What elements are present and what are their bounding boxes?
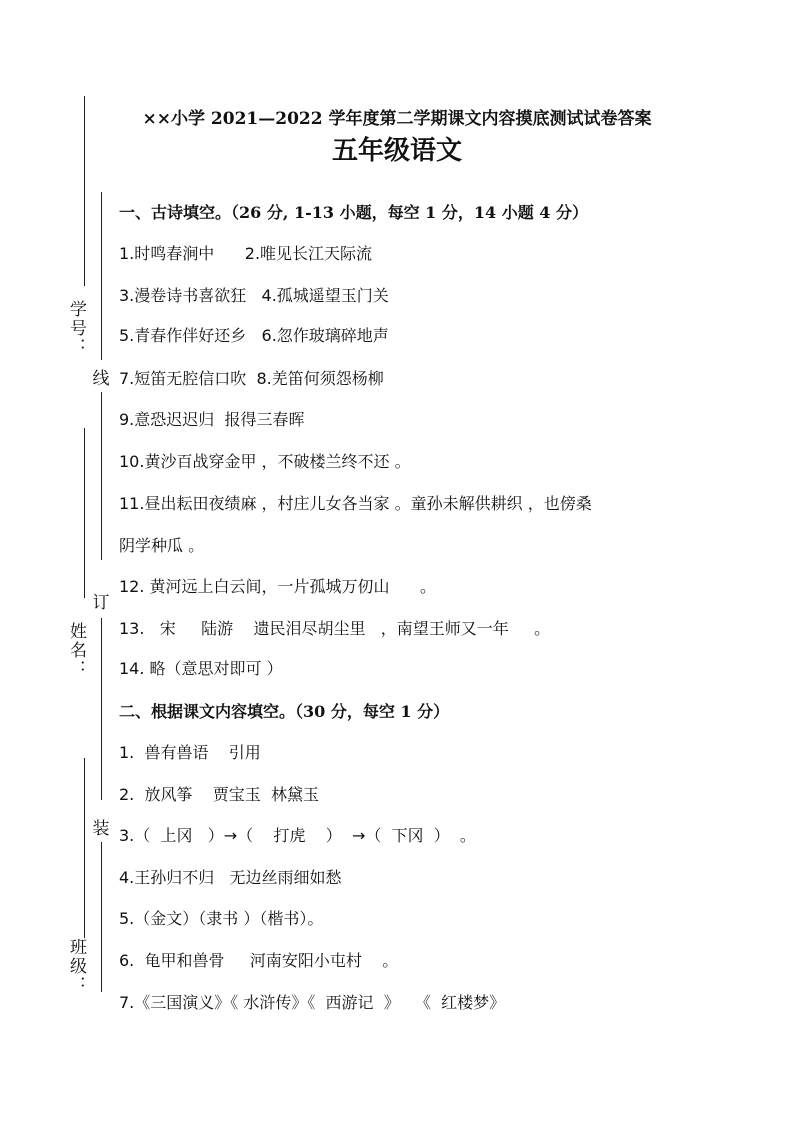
binding-mark-ding: 订: [92, 593, 110, 613]
answer-line: 阴学种瓜 。: [119, 536, 205, 555]
answer-line: 1.时鸣春涧中 2.唯见长江天际流: [119, 244, 373, 263]
name-label: 姓名：: [66, 622, 86, 679]
answer-line: 5.青春作伴好还乡 6.忽作玻璃碎地声: [119, 326, 389, 345]
class-label: 班级：: [66, 938, 86, 995]
answer-line: 7.《三国演义》《 水浒传》《 西游记 》 《 红楼梦》: [119, 993, 506, 1012]
answer-line: 2. 放风筝 贾宝玉 林黛玉: [119, 785, 319, 804]
answer-line: 1. 兽有兽语 引用: [119, 743, 261, 762]
page-title: ××小学 2021—2022 学年度第二学期课文内容摸底测试试卷答案: [142, 109, 652, 129]
page-subtitle: 五年级语文: [331, 136, 462, 166]
answer-line: 12. 黄河远上白云间，一片孤城万仞山 。: [119, 577, 437, 596]
binding-line-2: [101, 392, 102, 560]
binding-line-1: [101, 192, 102, 360]
answer-line: 11.昼出耘田夜绩麻 ，村庄儿女各当家 。童孙未解供耕织 ，也傍桑: [119, 494, 592, 513]
binding-line-3: [101, 618, 102, 800]
section2-heading: 二、根据课文内容填空。（30 分，每空 1 分）: [119, 702, 450, 721]
binding-line-4: [101, 842, 102, 992]
answer-line: 14. 略（意思对即可 ）: [119, 659, 283, 678]
binding-mark-xian: 线: [92, 369, 110, 389]
margin-line-outer-bottom: [84, 758, 85, 938]
answer-line: 6. 龟甲和兽骨 河南安阳小屯村 。: [119, 951, 399, 970]
margin-line-outer-mid: [84, 428, 85, 598]
student-number-label: 学号：: [66, 300, 86, 357]
answer-line: 3.漫卷诗书喜欲狂 4.孤城遥望玉门关: [119, 286, 389, 305]
answer-line: 13. 宋 陆游 遗民泪尽胡尘里 ，南望王师又一年 。: [119, 619, 551, 638]
answer-line: 9.意恐迟迟归 报得三春晖: [119, 410, 305, 429]
section1-heading: 一、古诗填空。（26 分, 1-13 小题，每空 1 分，14 小题 4 分）: [119, 203, 588, 222]
answer-line: 5.（金文）（隶书 ）（楷书）。: [119, 909, 324, 928]
answer-line: 3.（ 上冈 ）→（ 打虎 ） →（ 下冈 ） 。: [119, 826, 476, 845]
binding-mark-zhuang: 装: [92, 819, 110, 839]
answer-line: 4.王孙归不归 无边丝雨细如愁: [119, 868, 342, 887]
answer-line: 10.黄沙百战穿金甲 ，不破楼兰终不还 。: [119, 452, 411, 471]
answer-line: 7.短笛无腔信口吹 8.羌笛何须怨杨柳: [119, 369, 384, 388]
